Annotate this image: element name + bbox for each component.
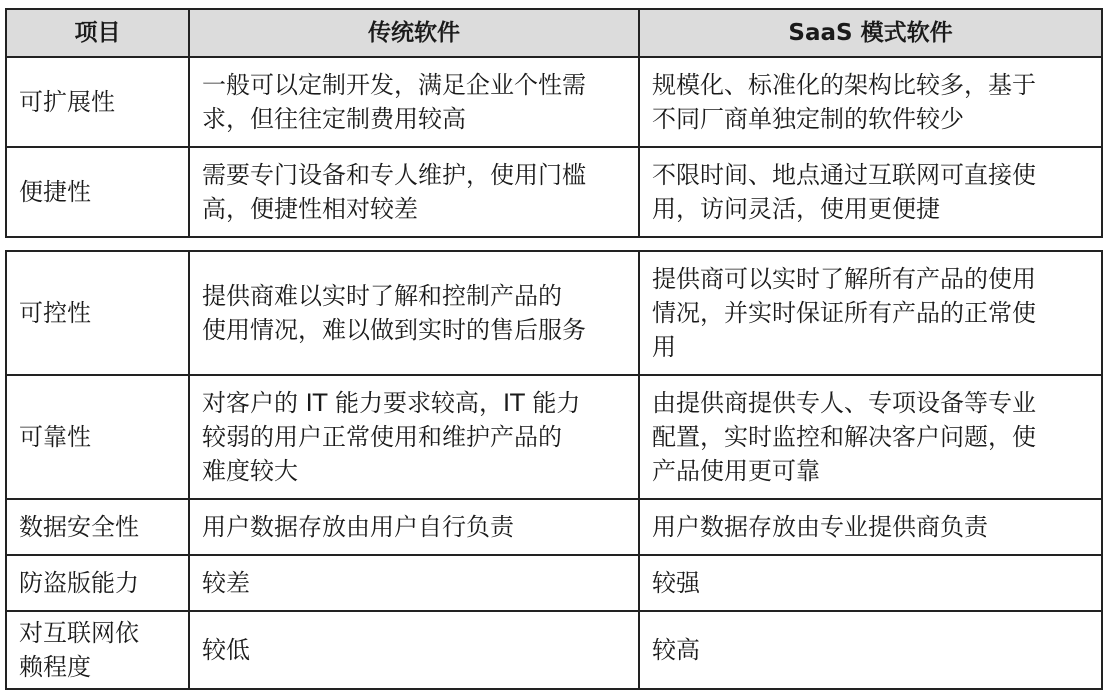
comparison-table-top bbox=[5, 8, 1103, 238]
row-item-label: 可控性 bbox=[6, 251, 189, 375]
header-row bbox=[6, 9, 1102, 57]
saas-cell: 由提供商提供专人、专项设备等专业 配置，实时监控和解决客户问题，使 产品使用更可靠 bbox=[639, 375, 1102, 499]
table-row bbox=[6, 375, 1102, 499]
traditional-cell: 提供商难以实时了解和控制产品的 使用情况，难以做到实时的售后服务 bbox=[189, 251, 639, 375]
saas-cell: 用户数据存放由专业提供商负责 bbox=[639, 499, 1102, 555]
table-row bbox=[6, 555, 1102, 611]
saas-cell: 规模化、标准化的架构比较多，基于 不同厂商单独定制的软件较少 bbox=[639, 57, 1102, 147]
row-item-label: 防盗版能力 bbox=[6, 555, 189, 611]
traditional-cell: 对客户的 IT 能力要求较高，IT 能力 较弱的用户正常使用和维护产品的 难度较大 bbox=[189, 375, 639, 499]
traditional-cell: 需要专门设备和专人维护，使用门槛 高，便捷性相对较差 bbox=[189, 147, 639, 237]
row-item-label: 对互联网依 赖程度 bbox=[6, 611, 189, 689]
row-item-label: 数据安全性 bbox=[6, 499, 189, 555]
saas-cell: 提供商可以实时了解所有产品的使用 情况，并实时保证所有产品的正常使 用 bbox=[639, 251, 1102, 375]
row-item-label: 可扩展性 bbox=[6, 57, 189, 147]
traditional-cell: 较差 bbox=[189, 555, 639, 611]
table-row bbox=[6, 57, 1102, 147]
table-row bbox=[6, 251, 1102, 375]
row-item-label: 便捷性 bbox=[6, 147, 189, 237]
header-saas: SaaS 模式软件 bbox=[639, 9, 1102, 57]
saas-cell: 不限时间、地点通过互联网可直接使 用，访问灵活，使用更便捷 bbox=[639, 147, 1102, 237]
row-item-label: 可靠性 bbox=[6, 375, 189, 499]
traditional-cell: 一般可以定制开发，满足企业个性需 求，但往往定制费用较高 bbox=[189, 57, 639, 147]
traditional-cell: 较低 bbox=[189, 611, 639, 689]
table-row bbox=[6, 499, 1102, 555]
saas-cell: 较强 bbox=[639, 555, 1102, 611]
traditional-cell: 用户数据存放由用户自行负责 bbox=[189, 499, 639, 555]
saas-cell: 较高 bbox=[639, 611, 1102, 689]
header-traditional: 传统软件 bbox=[189, 9, 639, 57]
table-row bbox=[6, 611, 1102, 689]
comparison-table-bottom bbox=[5, 250, 1103, 690]
table-row bbox=[6, 147, 1102, 237]
header-item: 项目 bbox=[6, 9, 189, 57]
